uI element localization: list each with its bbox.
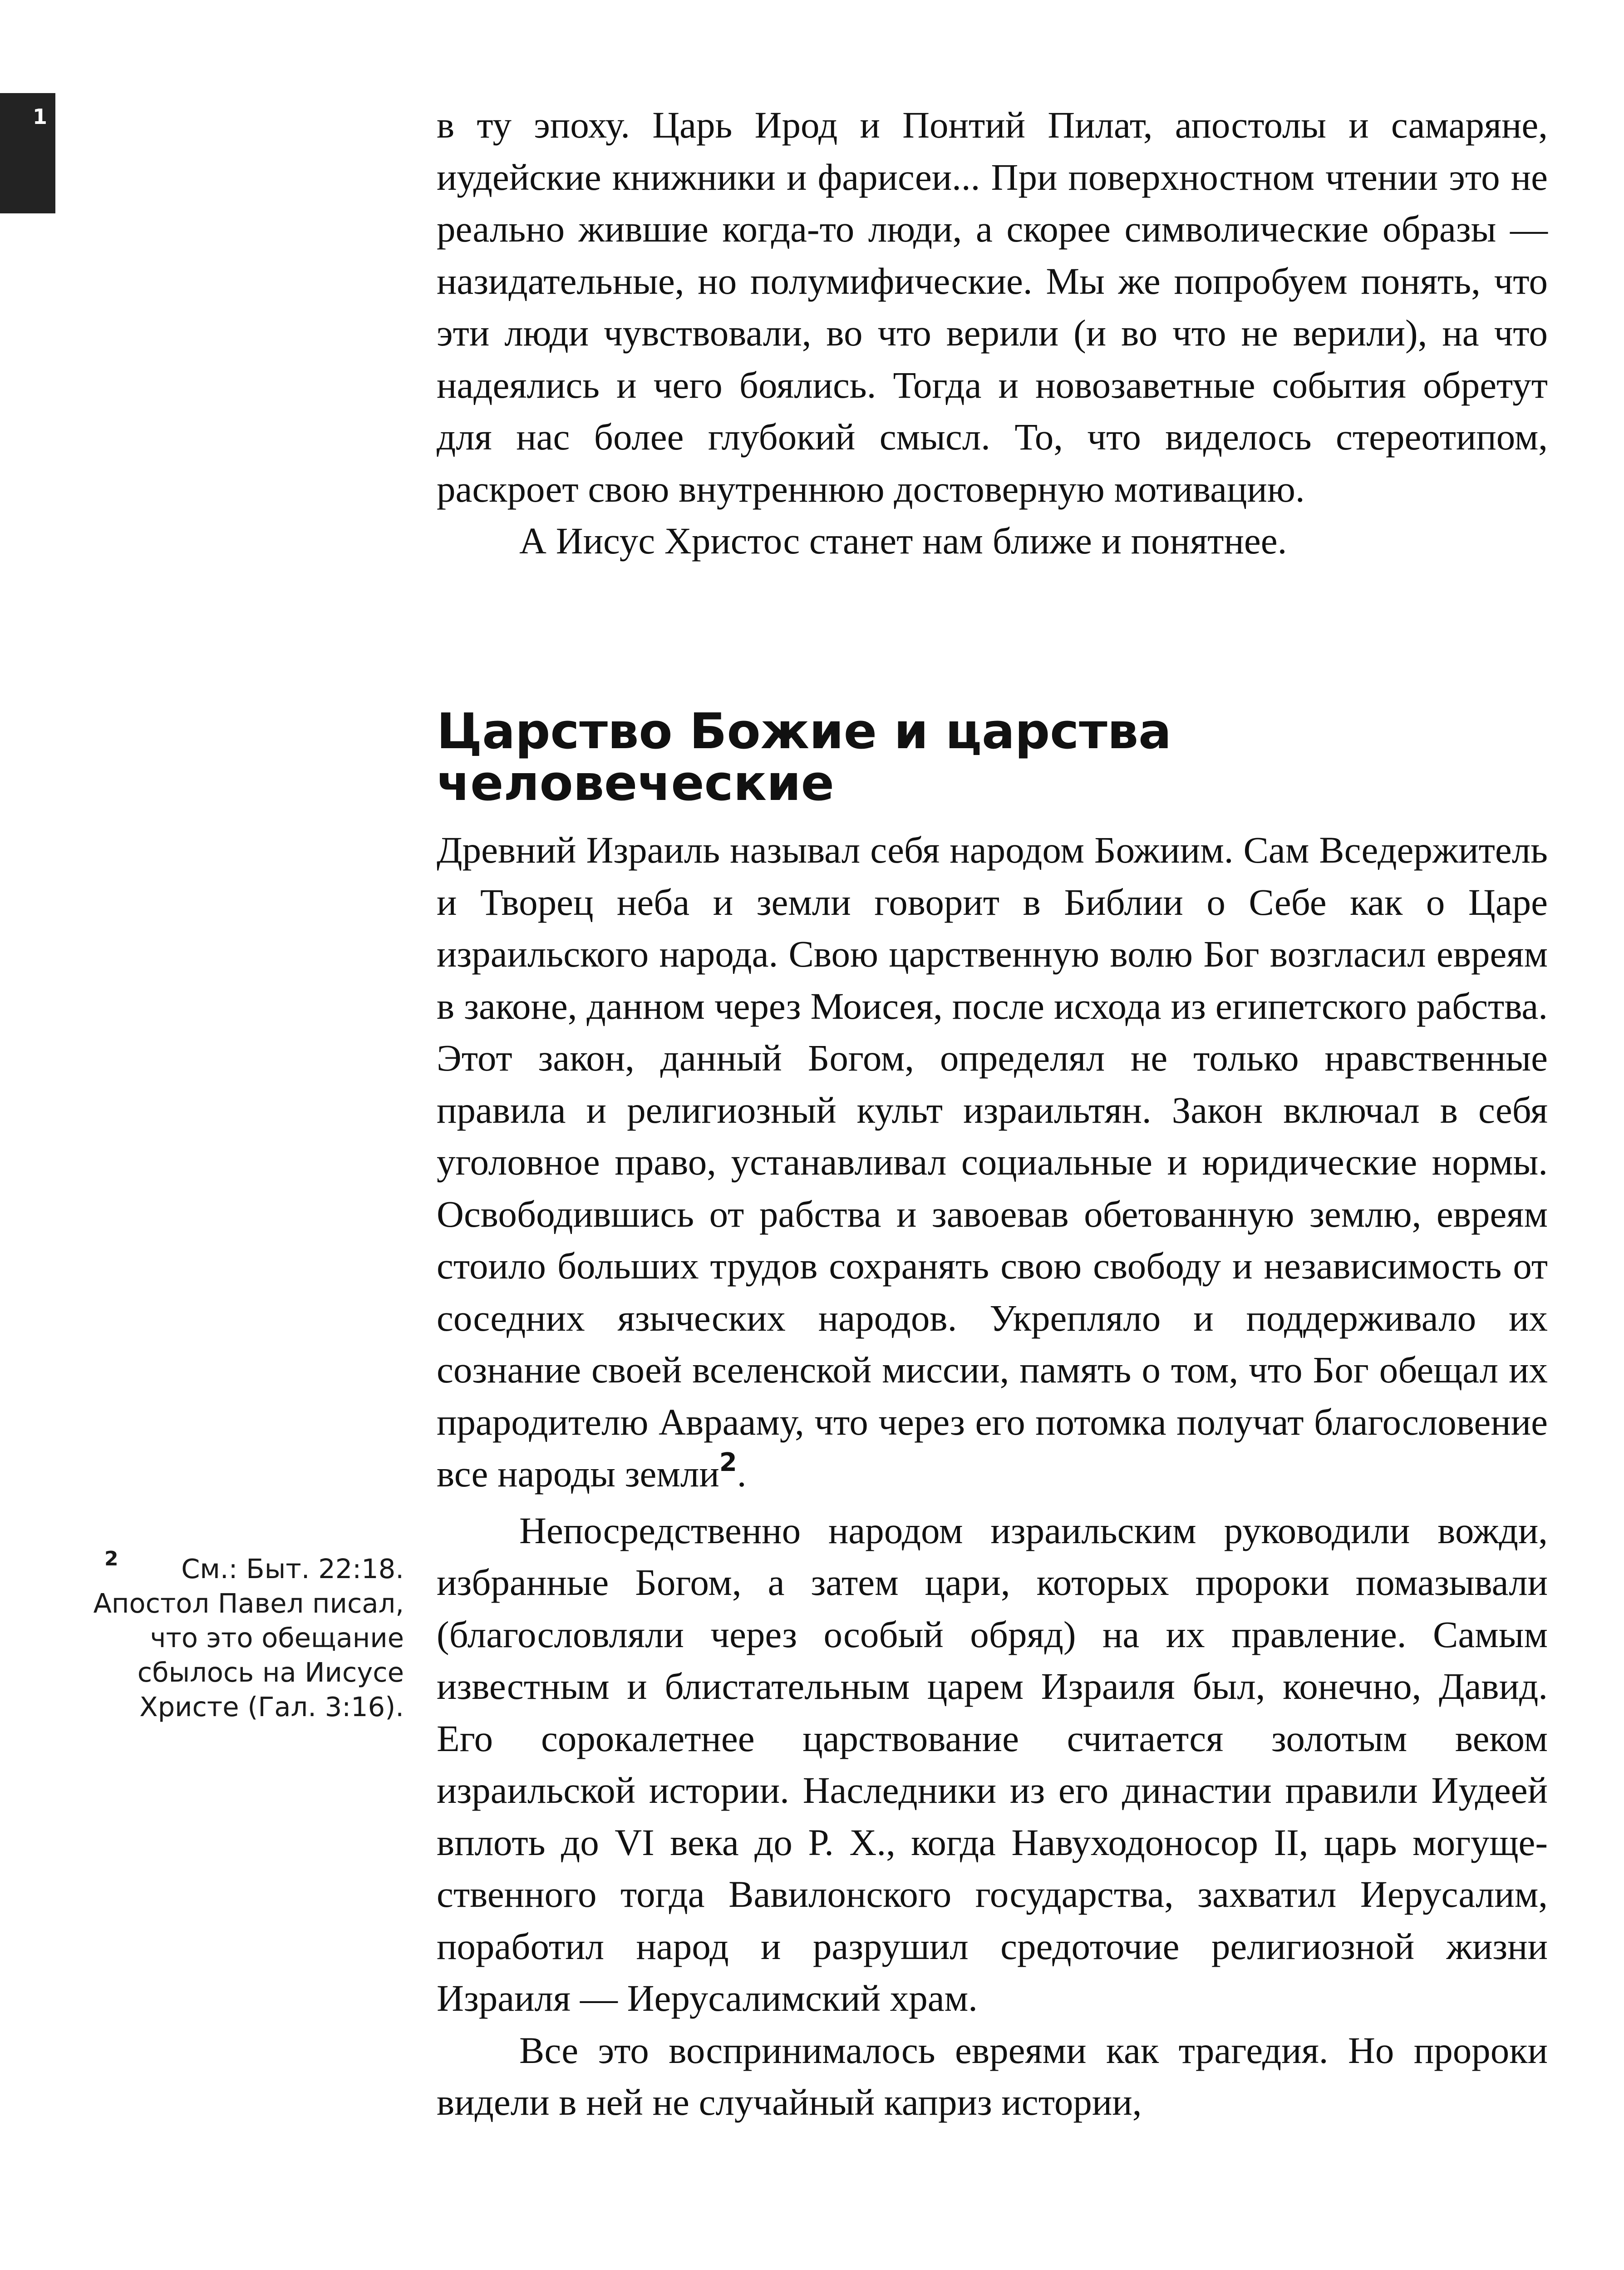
section-heading-line-1: Царство Божие и царства [437, 703, 1171, 760]
margin-footnote [86, 1547, 404, 1724]
section-paragraph-1-end: . [737, 1453, 747, 1495]
section-paragraph-3: Все это воспринималось евреями как трагедия. Но пророки видели в ней не случайный каприз истории, [437, 2029, 1548, 2123]
margin-footnote-text: См.: Быт. 22:18. Апостол Павел писал, что это обещание сбылось на Иисусе Христе (Гал. 3:16). [93, 1553, 404, 1722]
section-paragraph-1 [437, 824, 1548, 1505]
section-paragraph-1-text: Древний Израиль называл себя народом Божиим. Сам Вседержитель и Творец неба и земли говорит в Библии о Себе как о Царе израильского народа. Свою царственную волю Бог возгласил евреям в законе, данном через Моисея, после исхода из египетского рабства. Этот закон, данный Богом, определял не только нравственные правила и религиозный культ израильтян. Закон включал в себя уголовное право, устанавливал социальные и юридические нормы. Освободившись от рабства и завоевав обетованную землю, евреям стоило больших трудов сохранять свою свободу и независимость от соседних языческих народов. Укрепляло и поддерживало их сознание своей вселенской миссии, память о том, что Бог обещал их прародителю Аврааму, что через его потомка получат благословение все народы земли [437, 829, 1548, 1495]
chapter-tab [0, 93, 55, 213]
intro-closing-paragraph: А Иисус Христос станет нам ближе и понятнее. [519, 520, 1287, 562]
intro-paragraph: в ту эпоху. Царь Ирод и Понтий Пилат, апостолы и самаряне, иудейские книжники и фарисеи... При поверхностном чтении это не реально жившие когда-то люди, а скорее символические образы — назидательные, но полумифические. Мы же попробуем понять, что эти люди чувствовали, во что верили (и во что не верили), на что надеялись и чего боялись. Тогда и новозаветные события обретут для нас более глубокий смысл. То, что виделось стереотипом, раскроет свою внутреннюю достоверную мотивацию. [437, 104, 1548, 510]
margin-footnote-number: 2 [104, 1547, 118, 1570]
intro-text-block [437, 99, 1548, 567]
chapter-tab-number: 1 [33, 104, 48, 129]
section-text-block [437, 824, 1548, 2128]
section-heading-line-2: человеческие [437, 755, 834, 812]
section-paragraph-2: Непосредственно народом израильским руководили вожди, избранные Богом, а затем цари, которых пророки помазывали (благословляли через особый обряд) на их правление. Самым известным и блистательным царем Израиля был, конечно, Давид. Его сорокалетнее царствование считается золотым веком израильской истории. Наследники из его династии правили Иудеей вплоть до VI века до Р. Х., когда Навуходоносор II, царь могущественного тогда Вавилонского государства, захватил Иерусалим, поработил народ и разрушил средоточие религиозной жизни Израиля — Иерусалимский храм. [437, 1509, 1548, 2019]
section-heading [437, 703, 1548, 812]
footnote-reference[interactable]: 2 [719, 1448, 737, 1477]
